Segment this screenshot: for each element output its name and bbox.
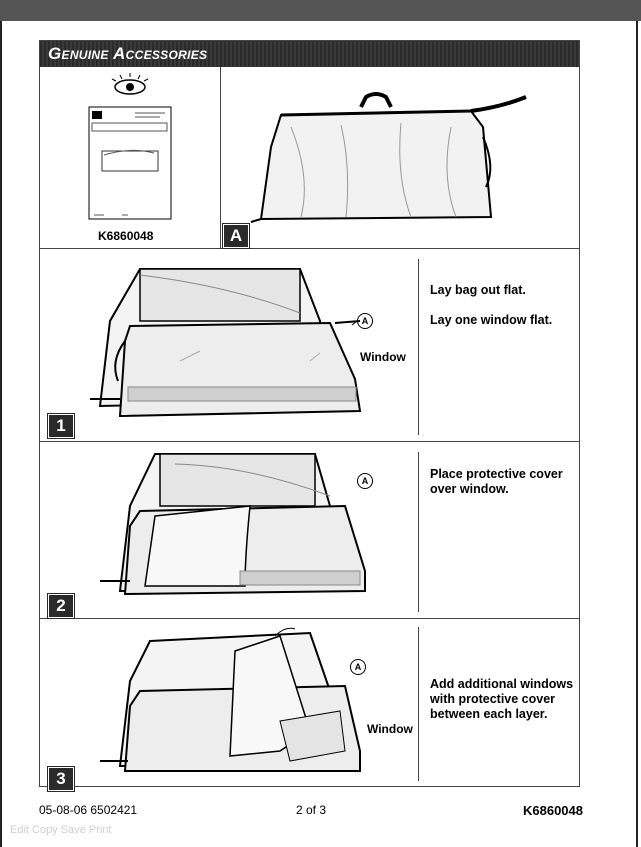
step-1-badge: 1 xyxy=(48,414,74,438)
divider-step-1-vertical xyxy=(418,259,419,435)
eye-icon xyxy=(112,73,148,94)
step-3-illustration xyxy=(80,621,410,791)
panel-a-badge: A xyxy=(223,224,249,248)
step-2-text: Place protective cover over window. xyxy=(430,467,563,496)
window-label-step-3: Window xyxy=(367,722,413,736)
window-label-step-1: Window xyxy=(360,350,406,364)
divider-step-1 xyxy=(40,441,579,442)
footer-date-code: 05-08-06 6502421 xyxy=(39,803,138,817)
callout-a-step-1: A xyxy=(357,313,373,329)
kit-number-label: K6860048 xyxy=(98,229,154,243)
footer-kit-number: K6860048 xyxy=(523,803,583,818)
step-3-text: Add additional windows with protective cover between each layer. xyxy=(430,677,574,721)
step-1-text: Lay bag out flat. Lay one window flat. xyxy=(430,283,553,327)
divider-step-2-vertical xyxy=(418,452,419,612)
page-title: Genuine Accessories xyxy=(48,44,208,63)
header-banner xyxy=(40,41,579,67)
storage-bag-illustration xyxy=(221,67,581,248)
step-2-badge: 2 xyxy=(48,594,74,618)
callout-a-step-3: A xyxy=(350,659,366,675)
step-2-illustration xyxy=(80,446,410,621)
instruction-sheet-thumbnail xyxy=(40,67,220,248)
step-3-badge: 3 xyxy=(48,767,74,791)
divider-step-3-vertical xyxy=(418,627,419,781)
callout-a-step-2: A xyxy=(357,473,373,489)
watermark-text: Edit Copy Save Print xyxy=(10,824,112,836)
window-top-bar xyxy=(0,0,641,21)
footer-page-number: 2 of 3 xyxy=(296,803,327,817)
divider-top xyxy=(40,248,579,249)
instruction-sheet xyxy=(39,40,580,787)
